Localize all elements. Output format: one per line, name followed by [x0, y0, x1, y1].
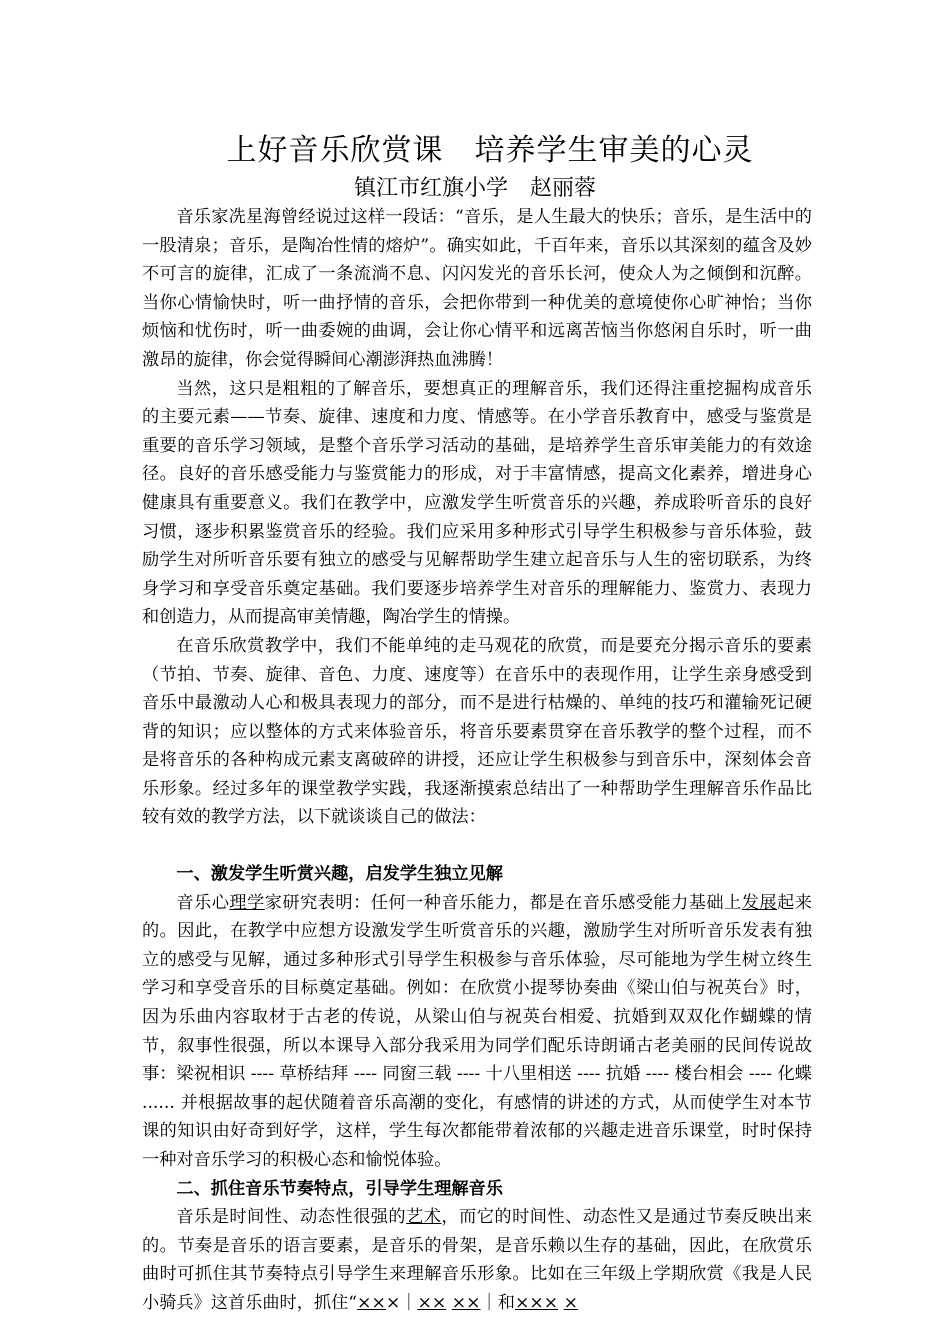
document-body [142, 203, 812, 1318]
text-run: 起来的。因此，在教学中应想方设激发学生听赏音乐的兴趣，激励学生对所听音乐发表有独立的感受与见解，通过多种形式引导学生积极参与音乐体验，尽可能地为学生树立终生学习和享受音乐的目标奠定基础。例如：在欣赏小提琴协奏曲《梁山伯与祝英台》时，因为乐曲内容取材于古老的传说，从梁山伯与祝英台相爱、抗婚到双双化作蝴蝶的情节，叙事性很强，所以本课导入部分我采用为同学们配乐诗朗诵古老美丽的民间传说故事：梁祝相识 ---- 草桥结拜 ---- 同窗三载 ---- 十八里相送 ---- 抗婚 ---- 楼台相会 ---- 化蝶 ...... 并根据故事的起伏随着音乐高潮的变化，有感情的讲述的方式，从而使学生对本节课的知识由好奇到好学，这样，学生每次都能带着浓郁的兴趣走进音乐课堂，时时保持一种对音乐学习的积极心态和愉悦体验。 [142, 892, 812, 1170]
paragraph [142, 889, 812, 1175]
paragraph: 音乐家冼星海曾经说过这样一段话：“音乐，是人生最大的快乐；音乐，是生活中的一股清泉；音乐，是陶冶性情的熔炉”。确实如此，千百年来，音乐以其深刻的蕴含及妙不可言的旋律，汇成了一条流淌不息、闪闪发光的音乐长河，使众人为之倾倒和沉醉。当你心情愉快时，听一曲抒情的音乐，会把你带到一种优美的意境使你心旷神怡；当你烦恼和忧伤时，听一曲委婉的曲调，会让你心情平和远离苦恼当你悠闲自乐时，听一曲激昂的旋律，你会觉得瞬间心潮澎湃热血沸腾！ [142, 207, 812, 370]
hyperlink[interactable]: 发展 [741, 892, 778, 913]
paragraph: 在音乐欣赏教学中，我们不能单纯的走马观花的欣赏，而是要充分揭示音乐的要素（节拍、节奏、旋律、音色、力度、速度等）在音乐中的表现作用，让学生亲身感受到音乐中最激动人心和极具表现力的部分，而不是进行枯燥的、单纯的技巧和灌输死记硬背的知识；应以整体的方式来体验音乐，将音乐要素贯穿在音乐教学的整个过程，而不是将音乐的各种构成元素支离破碎的讲授，还应让学生积极参与到音乐中，深刻体会音乐形象。经过多年的课堂教学实践，我逐渐摸索总结出了一种帮助学生理解音乐作品比较有效的教学方法，以下就谈谈自己的做法： [142, 635, 812, 828]
rhythm-notation: ×× [417, 1292, 447, 1313]
document-title: 上好音乐欣赏课 培养学生审美的心灵 [226, 133, 754, 168]
section-heading: 二、抓住音乐节奏特点，引导学生理解音乐 [176, 1178, 503, 1199]
hyperlink[interactable]: 理学 [229, 892, 265, 913]
text-run: 音乐心 [176, 892, 230, 913]
section-heading: 一、激发学生听赏兴趣，启发学生独立见解 [176, 864, 503, 885]
rhythm-notation: ×｜ [385, 1292, 418, 1313]
rhythm-notation: ｜和 [480, 1292, 515, 1313]
rhythm-notation: × [563, 1292, 579, 1313]
text-run: 音乐是时间性、动态性很强的 [176, 1207, 407, 1228]
rhythm-notation: ×× [451, 1292, 481, 1313]
document-byline: 镇江市红旗小学 赵丽蓉 [353, 176, 596, 201]
paragraph [142, 1203, 812, 1317]
text-run: ，而它的时间性、动态性又是通过节奏反映出来的。节奏是音乐的语言要素，是音乐的骨架，是音乐赖以生存的基础，因此，在欣赏乐曲时可抓住其节奏特点引导学生来理解音乐形象。比如在三年级上学期欣赏《我是人民小骑兵》这首乐曲时，抓住“ [142, 1207, 812, 1313]
paragraph-gap [142, 832, 812, 860]
hyperlink[interactable]: 艺术 [406, 1207, 442, 1228]
rhythm-notation: ×× [357, 1292, 386, 1313]
paragraph: 当然，这只是粗粗的了解音乐，要想真正的理解音乐，我们还得注重挖掘构成音乐的主要元素——节奏、旋律、速度和力度、情感等。在小学音乐教育中，感受与鉴赏是重要的音乐学习领域，是整个音乐学习活动的基础，是培养学生音乐审美能力的有效途径。良好的音乐感受能力与鉴赏能力的形成，对于丰富情感，提高文化素养，增进身心健康具有重要意义。我们在教学中，应激发学生听赏音乐的兴趣，养成聆听音乐的良好习惯，逐步积累鉴赏音乐的经验。我们应采用多种形式引导学生积极参与音乐体验，鼓励学生对所听音乐要有独立的感受与见解帮助学生建立起音乐与人生的密切联系，为终身学习和享受音乐奠定基础。我们要逐步培养学生对音乐的理解能力、鉴赏力、表现力和创造力，从而提高审美情趣，陶冶学生的情操。 [142, 378, 812, 628]
rhythm-notation: ××× [514, 1292, 559, 1313]
text-run: 家研究表明：任何一种音乐能力，都是在音乐感受能力基础上 [264, 892, 742, 913]
